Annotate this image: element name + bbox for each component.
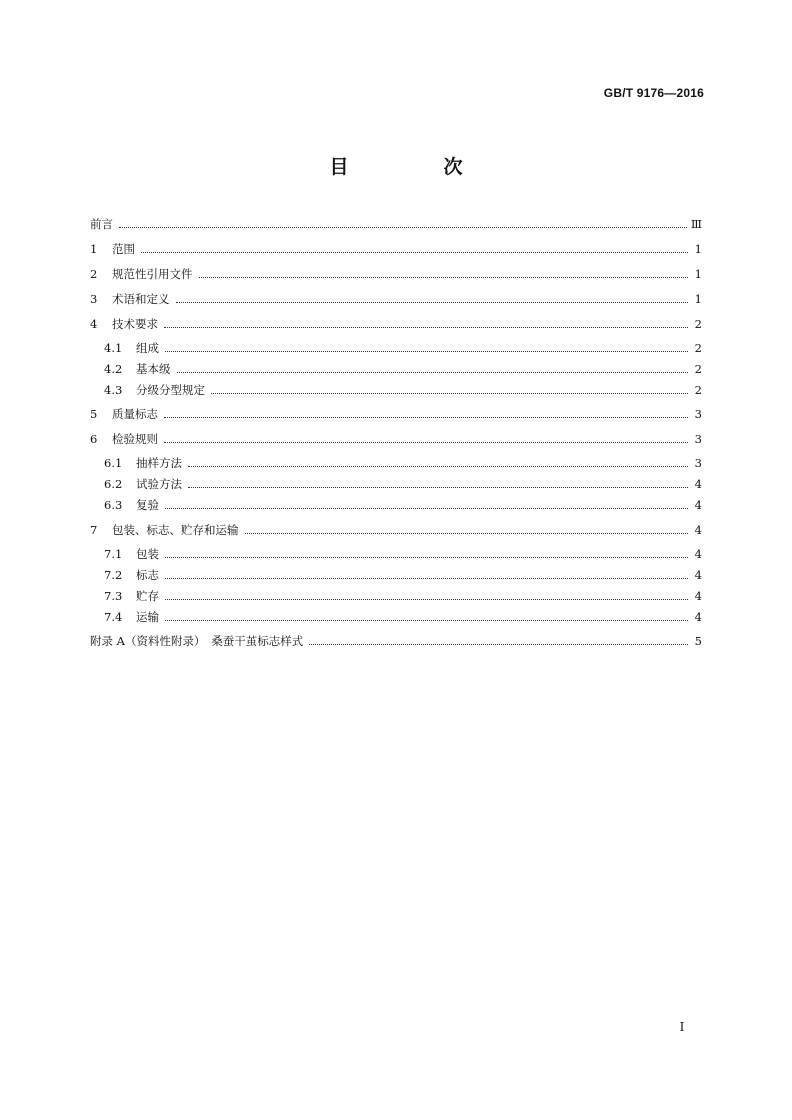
toc-entry-page: 2 xyxy=(694,317,702,331)
toc-entry-page: 1 xyxy=(694,242,702,256)
toc-entry-label: 分级分型规定 xyxy=(136,383,205,397)
toc-entry[interactable] xyxy=(104,544,702,564)
toc-entry-number: 3 xyxy=(90,292,98,306)
toc-leader-dots xyxy=(176,302,689,303)
toc-entry-label: 附录 A（资料性附录） 桑蚕干茧标志样式 xyxy=(90,634,304,648)
toc-leader-dots xyxy=(165,557,688,558)
toc-entry-page: 4 xyxy=(694,523,702,537)
toc-entry-number: 5 xyxy=(90,407,98,421)
toc-entry-number: 7.1 xyxy=(104,547,123,561)
toc-leader-dots xyxy=(141,252,688,253)
standard-code: GB/T 9176—2016 xyxy=(603,86,704,100)
toc-entry-page: 4 xyxy=(694,568,702,582)
toc-entry-number: 6.1 xyxy=(104,456,123,470)
toc-entry-page: 3 xyxy=(694,407,702,421)
toc-leader-dots xyxy=(165,578,688,579)
toc-entry-label: 质量标志 xyxy=(112,407,158,421)
toc-entry-number: 7.4 xyxy=(104,610,123,624)
toc-leader-dots xyxy=(211,393,688,394)
toc-entry-number: 4.2 xyxy=(104,362,123,376)
toc-entry-number: 7.2 xyxy=(104,568,123,582)
toc-entry[interactable] xyxy=(104,586,702,606)
toc-entry-number: 4.1 xyxy=(104,341,123,355)
toc-entry-page: 5 xyxy=(694,634,702,648)
toc-entry-page: Ⅲ xyxy=(690,217,702,231)
toc-entry-number: 7 xyxy=(90,523,98,537)
toc-entry-page: 3 xyxy=(694,432,702,446)
toc-entry-page: 2 xyxy=(694,341,702,355)
toc-entry-page: 2 xyxy=(694,383,702,397)
toc-entry-label: 包装 xyxy=(136,547,159,561)
toc-entry-page: 1 xyxy=(694,292,702,306)
toc-entry-label: 范围 xyxy=(112,242,135,256)
toc-entry-page: 4 xyxy=(694,589,702,603)
toc-entry[interactable] xyxy=(90,214,702,234)
toc-entry-number: 2 xyxy=(90,267,98,281)
toc-entry-label: 复验 xyxy=(136,498,159,512)
toc-entry-page: 4 xyxy=(694,547,702,561)
toc-leader-dots xyxy=(188,487,688,488)
toc-entry-number: 4 xyxy=(90,317,98,331)
toc-leader-dots xyxy=(165,620,688,621)
toc-entry-label: 试验方法 xyxy=(136,477,182,491)
toc-leader-dots xyxy=(165,351,688,352)
toc-entry-page: 1 xyxy=(694,267,702,281)
toc-leader-dots xyxy=(199,277,689,278)
toc-leader-dots xyxy=(177,372,689,373)
toc-leader-dots xyxy=(165,508,688,509)
toc-entry[interactable] xyxy=(104,565,702,585)
toc-entry-number: 1 xyxy=(90,242,98,256)
toc-entry[interactable] xyxy=(104,607,702,627)
page-number: I xyxy=(679,1020,685,1034)
toc-entry[interactable] xyxy=(90,289,702,309)
toc-entry-label: 标志 xyxy=(136,568,159,582)
toc-leader-dots xyxy=(165,599,688,600)
toc-leader-dots xyxy=(245,533,689,534)
toc-entry-number: 7.3 xyxy=(104,589,123,603)
toc-entry-label: 抽样方法 xyxy=(136,456,182,470)
toc-leader-dots xyxy=(164,417,688,418)
toc-entry[interactable] xyxy=(90,239,702,259)
toc-leader-dots xyxy=(188,466,688,467)
toc-entry-page: 4 xyxy=(694,610,702,624)
toc-entry[interactable] xyxy=(104,359,702,379)
toc-entry[interactable] xyxy=(104,495,702,515)
toc-entry-page: 2 xyxy=(694,362,702,376)
toc-entry-label: 组成 xyxy=(136,341,159,355)
toc-entry-label: 检验规则 xyxy=(112,432,158,446)
toc-entry[interactable] xyxy=(104,474,702,494)
toc-entry-label: 术语和定义 xyxy=(112,292,170,306)
toc-entry-label: 前言 xyxy=(90,217,113,231)
toc-entry-label: 运输 xyxy=(136,610,159,624)
toc-entry[interactable] xyxy=(104,338,702,358)
toc-entry[interactable] xyxy=(90,264,702,284)
toc-entry-page: 4 xyxy=(694,498,702,512)
toc-entry-number: 6.2 xyxy=(104,477,123,491)
toc-entry[interactable] xyxy=(90,404,702,424)
toc-entry[interactable] xyxy=(104,380,702,400)
toc-entry-label: 包装、标志、贮存和运输 xyxy=(112,523,239,537)
toc-entry-label: 规范性引用文件 xyxy=(112,267,193,281)
toc-entry-number: 6 xyxy=(90,432,98,446)
toc-entry[interactable] xyxy=(90,314,702,334)
toc-entry-page: 4 xyxy=(694,477,702,491)
toc-leader-dots xyxy=(119,227,687,228)
toc-title: 目 次 xyxy=(329,156,501,178)
toc-entry[interactable] xyxy=(90,631,702,651)
toc-entry-page: 3 xyxy=(694,456,702,470)
toc-entry-label: 技术要求 xyxy=(112,317,158,331)
toc-entry[interactable] xyxy=(90,429,702,449)
toc-entry[interactable] xyxy=(90,520,702,540)
toc-entry-number: 4.3 xyxy=(104,383,123,397)
toc-entry[interactable] xyxy=(104,453,702,473)
toc-entry-label: 基本级 xyxy=(136,362,171,376)
toc-leader-dots xyxy=(309,644,688,645)
toc-entry-number: 6.3 xyxy=(104,498,123,512)
toc-leader-dots xyxy=(164,442,688,443)
toc-leader-dots xyxy=(164,327,688,328)
toc-entry-label: 贮存 xyxy=(136,589,159,603)
